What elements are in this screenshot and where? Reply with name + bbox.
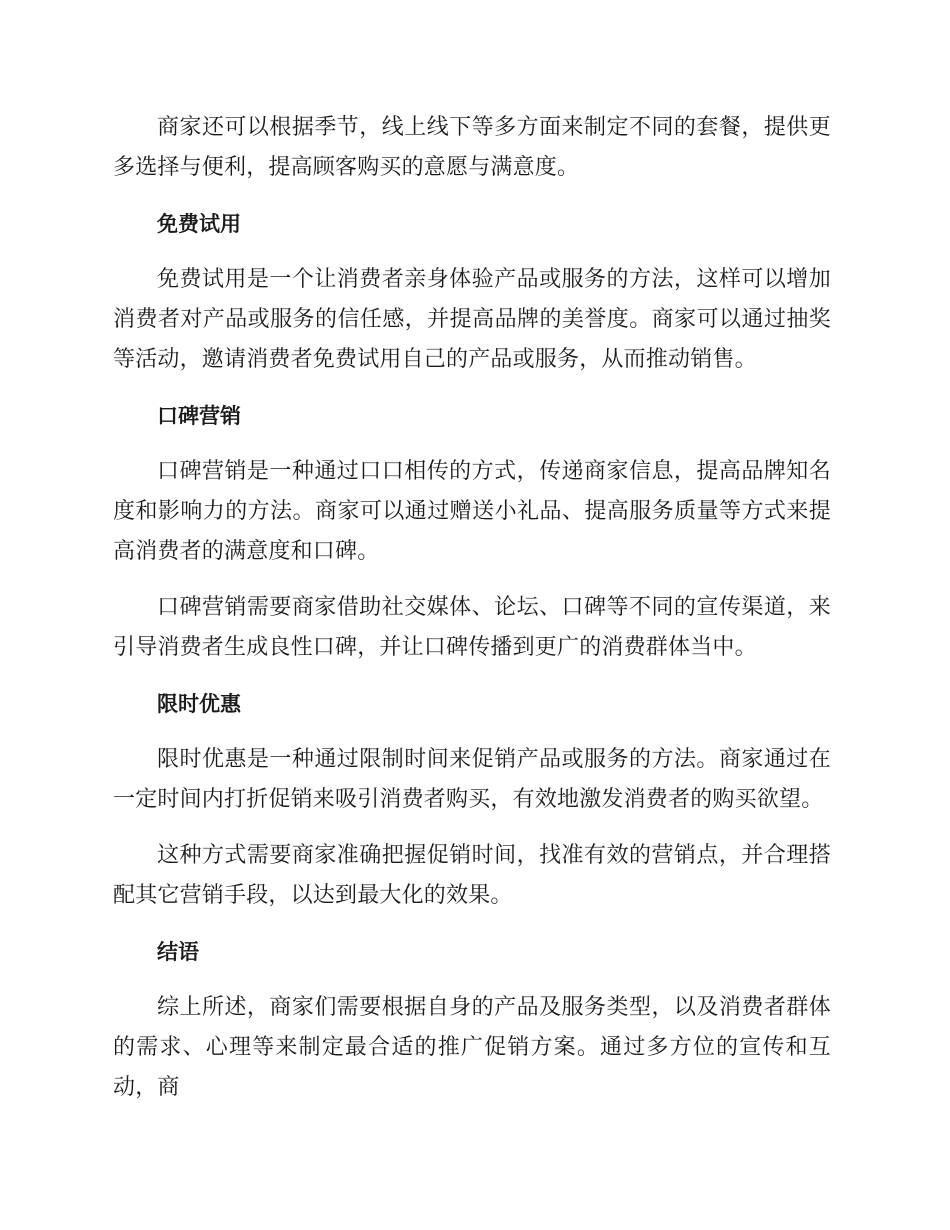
- document-page: [113, 108, 831, 1124]
- heading-free-trial: 免费试用: [157, 212, 241, 236]
- paragraph-limited-offer-1: 限时优惠是一种通过限制时间来促销产品或服务的方法。商家通过在一定时间内打折促销来吸引消费者购买，有效地激发消费者的购买欲望。: [113, 747, 831, 812]
- paragraph-free-trial: 免费试用是一个让消费者亲身体验产品或服务的方法，这样可以增加消费者对产品或服务的信任感，并提高品牌的美誉度。商家可以通过抽奖等活动，邀请消费者免费试用自己的产品或服务，从而推动销售。: [113, 267, 831, 372]
- paragraph-package-deals: 商家还可以根据季节，线上线下等多方面来制定不同的套餐，提供更多选择与便利，提高顾客购买的意愿与满意度。: [113, 115, 831, 180]
- paragraph-limited-offer-2: 这种方式需要商家准确把握促销时间，找准有效的营销点，并合理搭配其它营销手段，以达到最大化的效果。: [113, 843, 831, 908]
- heading-word-of-mouth: 口碑营销: [157, 404, 241, 428]
- paragraph-word-of-mouth-1: 口碑营销是一种通过口口相传的方式，传递商家信息，提高品牌知名度和影响力的方法。商家可以通过赠送小礼品、提高服务质量等方式来提高消费者的满意度和口碑。: [113, 459, 831, 564]
- heading-limited-offer: 限时优惠: [157, 692, 241, 716]
- paragraph-word-of-mouth-2: 口碑营销需要商家借助社交媒体、论坛、口碑等不同的宣传渠道，来引导消费者生成良性口碑，并让口碑传播到更广的消费群体当中。: [113, 595, 831, 660]
- paragraph-conclusion: 综上所述，商家们需要根据自身的产品及服务类型，以及消费者群体的需求、心理等来制定最合适的推广促销方案。通过多方位的宣传和互动，商: [113, 995, 831, 1100]
- heading-conclusion: 结语: [157, 940, 199, 964]
